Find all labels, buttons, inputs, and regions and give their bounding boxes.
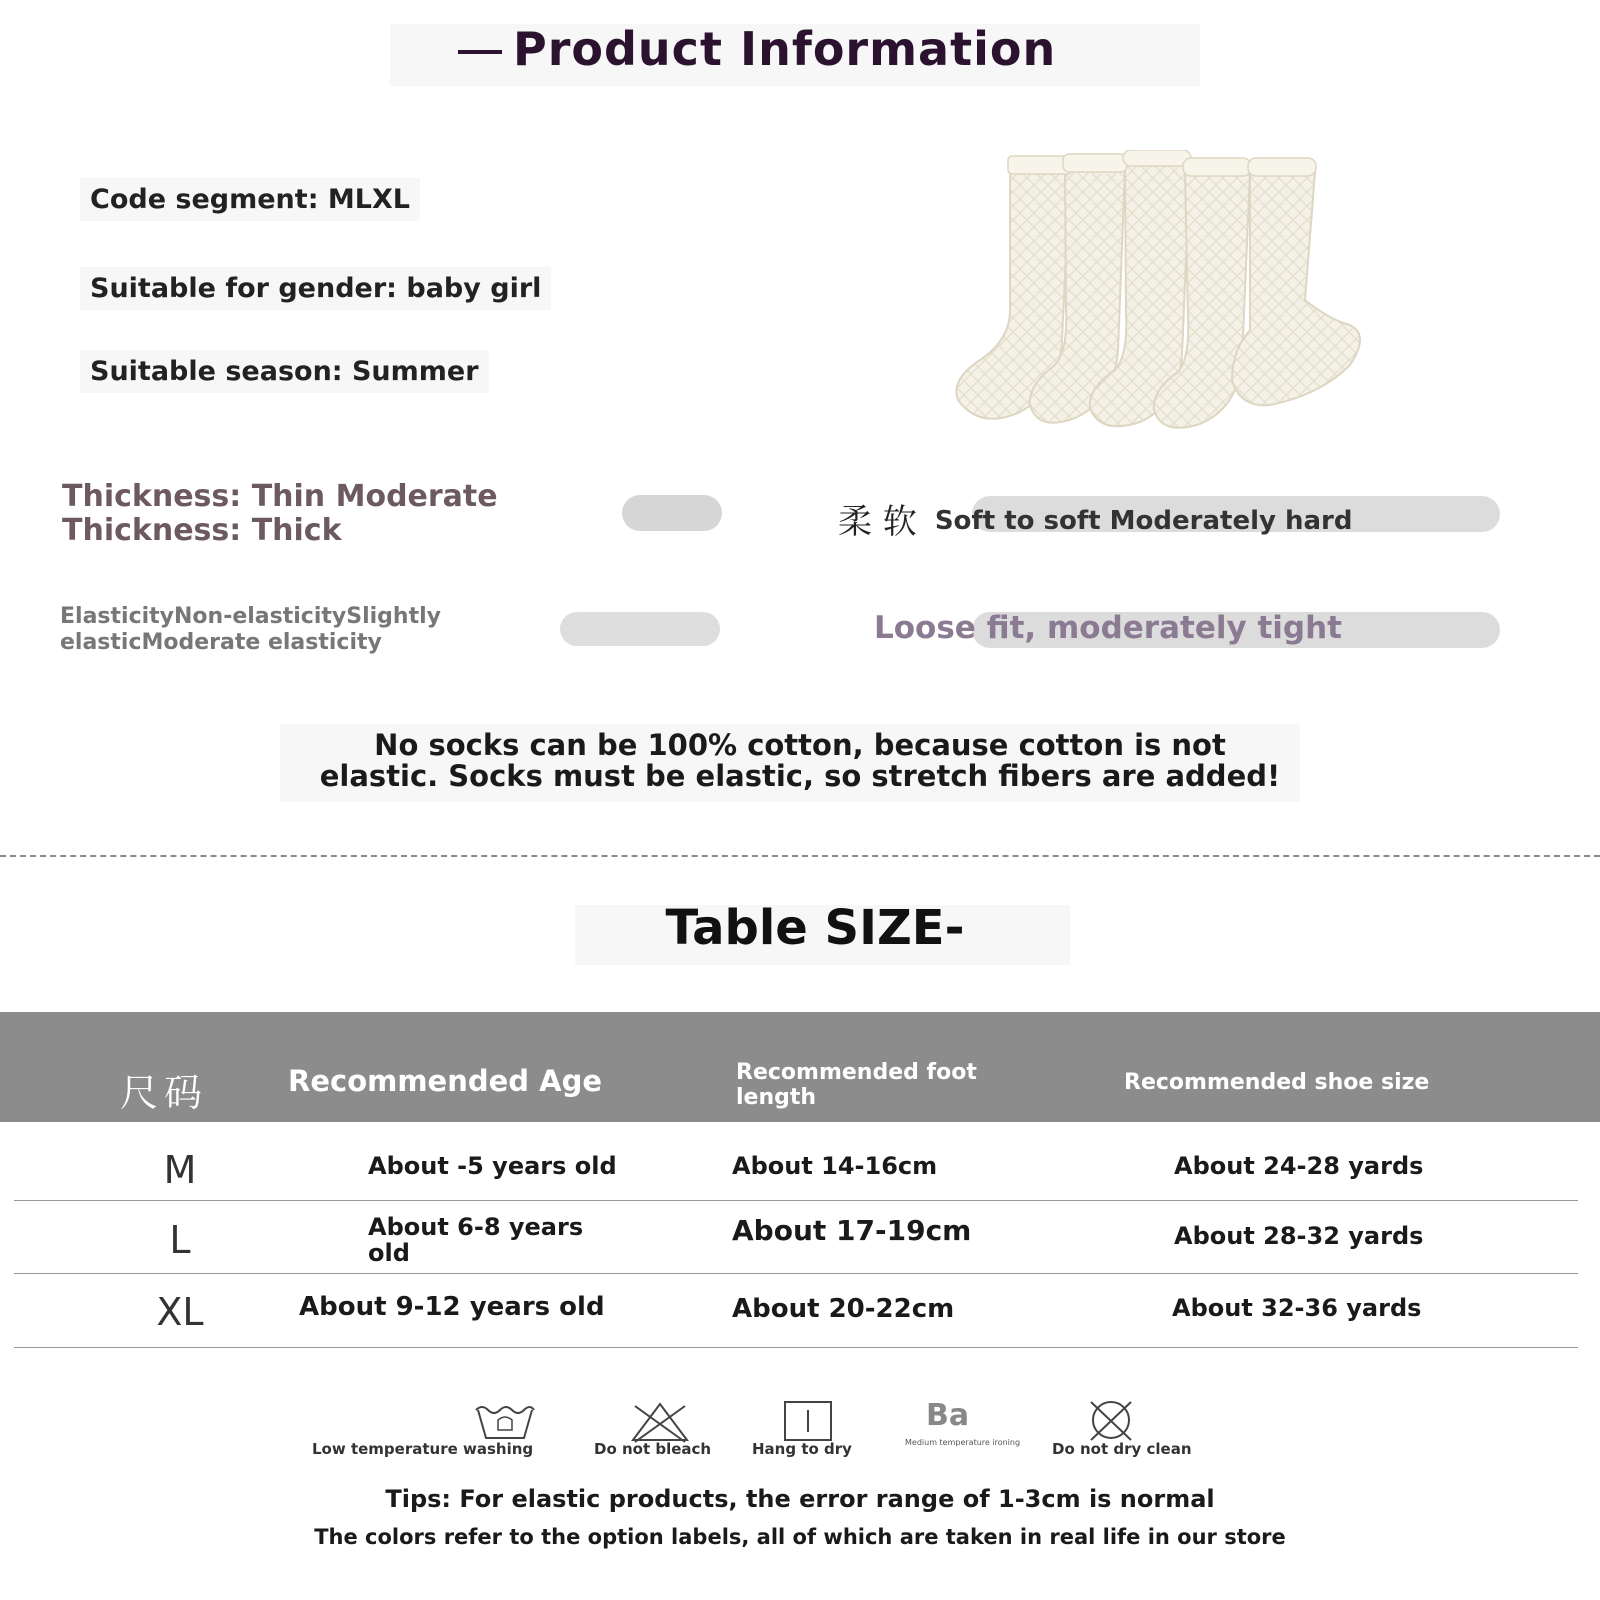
care-label: Medium temperature ironing <box>905 1438 1021 1447</box>
shoe-size-column-header: Recommended shoe size <box>1124 1070 1430 1095</box>
care-label: Do not dry clean <box>1052 1440 1192 1458</box>
row-size-cell: L <box>169 1218 191 1262</box>
size-column-header: 尺码 <box>120 1071 209 1115</box>
care-label: Do not bleach <box>594 1440 712 1458</box>
colors-note: The colors refer to the option labels, all of which are taken in real life in our store <box>314 1525 1286 1549</box>
fit-label: Loose fit, moderately tight <box>874 610 1342 646</box>
row-foot-cell: About 17-19cm <box>732 1214 972 1247</box>
dashed-divider <box>0 855 1600 857</box>
row-foot-cell: About 20-22cm <box>732 1294 955 1324</box>
wash-basin-icon <box>470 1396 540 1446</box>
iron-icon: Ba <box>926 1398 970 1433</box>
row-shoe-cell: About 24-28 yards <box>1174 1152 1424 1180</box>
no-dry-clean-icon <box>1076 1396 1146 1446</box>
row-foot-cell: About 14-16cm <box>732 1152 938 1180</box>
elasticity-label: ElasticityNon-elasticitySlightly elasticModerate elasticity <box>60 604 441 655</box>
tips-text: Tips: For elastic products, the error range of 1-3cm is normal <box>385 1485 1215 1513</box>
cotton-note: No socks can be 100% cotton, because cotton is not elastic. Socks must be elastic, so stretch fibers are added! <box>319 728 1281 793</box>
row-shoe-cell: About 28-32 yards <box>1174 1222 1424 1250</box>
care-label: Low temperature washing <box>312 1440 534 1458</box>
age-column-header: Recommended Age <box>288 1064 603 1098</box>
row-age-cell: About -5 years old <box>368 1152 617 1180</box>
row-age-cell: About 6-8 years old <box>368 1213 584 1267</box>
gender-label: Suitable for gender: baby girl <box>80 267 551 310</box>
hang-dry-icon <box>773 1396 843 1446</box>
care-label: Hang to dry <box>752 1440 852 1458</box>
row-shoe-cell: About 32-36 yards <box>1172 1294 1422 1322</box>
row-divider <box>14 1200 1578 1201</box>
row-divider <box>14 1347 1578 1348</box>
code-segment-label: Code segment: MLXL <box>80 178 420 221</box>
socks-product-image <box>950 150 1390 440</box>
thickness-label: Thickness: Thin Moderate Thickness: Thick <box>62 479 498 548</box>
row-size-cell: XL <box>156 1290 204 1334</box>
thickness-slider-knob <box>622 495 722 531</box>
row-divider <box>14 1273 1578 1274</box>
row-size-cell: M <box>163 1148 197 1192</box>
page-title: Product Information <box>513 22 1057 76</box>
foot-length-column-header: Recommended foot length <box>736 1060 977 1110</box>
season-label: Suitable season: Summer <box>80 350 489 393</box>
row-age-cell: About 9-12 years old <box>299 1292 605 1322</box>
elasticity-slider-knob <box>560 612 720 646</box>
size-table-title: Table SIZE- <box>665 900 965 956</box>
softness-label: 柔 软 Soft to soft Moderately hard <box>838 502 1353 542</box>
